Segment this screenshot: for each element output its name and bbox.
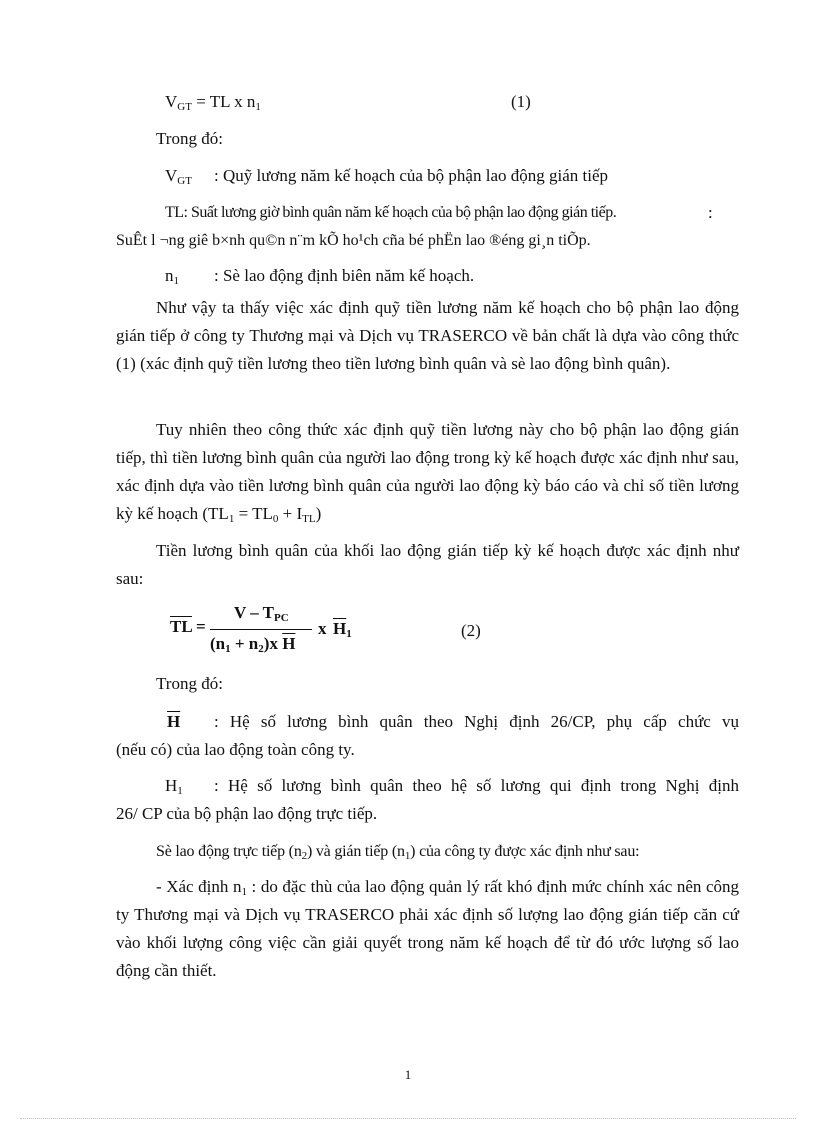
paragraph-1: Như vậy ta thấy việc xác định quỹ tiền lương năm kế hoạch cho bộ phận lao động gián tiếp ở công ty Thương mại và Dịch vụ TRASERCO về bản chất là dựa vào công thức (1) (xác định quỹ tiền lương theo tiền lương bình quân và sè lao động bình quân). — [116, 298, 739, 373]
def-h-symbol — [167, 712, 180, 732]
paragraph-4 — [116, 873, 739, 985]
para2-mid: = TL — [234, 504, 273, 523]
eq2-den-a: (n — [210, 634, 226, 653]
eq2-h1-sym: $\overline{H}$ — [333, 619, 347, 638]
eq2-den-plus: + n — [230, 634, 259, 653]
def-h1-symbol — [165, 776, 183, 796]
def-h1-sub: 1 — [177, 785, 183, 797]
def-h1-line2: 26/ CP của bộ phận lao động trực tiếp. — [116, 804, 378, 823]
eq2-numerator — [234, 603, 289, 623]
eq2-num: V – T — [234, 603, 275, 622]
para2-sub1: 1 — [228, 513, 235, 525]
page-number: 1 — [404, 1067, 412, 1082]
eq1-number: (1) — [511, 92, 531, 111]
so-ld-sub2: 1 — [404, 850, 411, 862]
def-h1-sym: H — [165, 776, 178, 795]
so-ld-c: ) của công ty được xác định như sau: — [410, 843, 640, 860]
so-lao-dong-line — [156, 842, 639, 862]
eq2-fraction-bar — [210, 629, 312, 630]
def-n1-sub: 1 — [173, 275, 179, 287]
def-tl-line1: TL: Suất lương giờ bình quân năm kế hoạch của bộ phận lao động gián tiếp. — [165, 204, 617, 221]
eq2-h1-sub: 1 — [346, 628, 352, 640]
paragraph-3: Tiền lương bình quân của khối lao động gián tiếp kỳ kế hoạch được xác định như sau: — [116, 541, 739, 588]
eq2-den-b-sub: 2 — [258, 643, 264, 655]
para4-sub: 1 — [241, 886, 247, 898]
def-vgt-text: : Quỹ lương năm kế hoạch của bộ phận lao động gián tiếp — [214, 166, 608, 185]
eq1-lhs: V — [165, 92, 178, 111]
eq2-den-h: $\overline{H}$ — [282, 634, 296, 653]
page-bottom-dotted-border — [20, 1118, 796, 1119]
eq1-lhs-sub: GT — [177, 101, 192, 113]
para2-plus: + I — [278, 504, 303, 523]
so-ld-a: Sè lao động trực tiếp (n — [156, 843, 302, 860]
eq2-h1 — [333, 619, 352, 639]
eq1-rhs: = TL x n — [191, 92, 256, 111]
trong-do-label-1: Trong đó: — [156, 129, 223, 148]
eq2-equals: = — [196, 617, 206, 636]
def-vgt-sym: V — [165, 166, 178, 185]
def-vgt-symbol — [165, 166, 192, 186]
def-tl-colon: : — [708, 203, 713, 222]
para2-sub2: 0 — [272, 513, 279, 525]
para2-end: ) — [315, 504, 322, 523]
def-n1-text: : Sè lao động định biên năm kế hoạch. — [214, 266, 475, 285]
paragraph-2 — [116, 416, 739, 528]
eq1-rhs-sub: 1 — [255, 101, 261, 113]
para4-rest: : do đặc thù của lao động quản lý rất khó định mức chính xác nên công ty Thương mại và Dịch vụ TRASERCO phải xác định số lượng lao động gián tiếp căn cứ vào khối lượng công việc cần giải quyết trong năm kế hoạch để từ đó ước lượng số lao động cần thiết. — [116, 877, 739, 980]
equation-1 — [165, 92, 261, 112]
def-h-line1: : Hệ số lương bình quân theo Nghị định 26/CP, phụ cấp chức vụ — [214, 712, 739, 731]
eq2-denominator — [210, 634, 295, 654]
trong-do-label-2: Trong đó: — [156, 674, 223, 693]
eq2-times: x — [318, 619, 327, 638]
so-ld-sub1: 2 — [301, 850, 307, 862]
eq2-lhs: TL — [170, 617, 193, 636]
def-h1-line1: : Hệ số lương bình quân theo hệ số lương qui định trong Nghị định — [214, 776, 739, 795]
def-n1-sym: n — [165, 266, 174, 285]
def-h-line2: (nếu có) của lao động toàn công ty. — [116, 740, 355, 759]
def-h-sym: $\overline{H}$ — [167, 712, 181, 731]
eq2-den-close: )x — [263, 634, 283, 653]
eq2-den-a-sub: 1 — [225, 643, 231, 655]
eq2-number: (2) — [461, 621, 481, 640]
eq2-num-sub: PC — [274, 612, 289, 624]
def-tl-line2: SuÊt l ¬ng giê b×nh qu©n n¨m kÕ ho¹ch cña bé phËn lao ®éng gi¸n tiÕp. — [116, 232, 591, 249]
para2-main: Tuy nhiên theo công thức xác định quỹ tiền lương này cho bộ phận lao động gián tiếp, thì tiền lương bình quân của người lao động trong kỳ kế hoạch được xác định như sau, xác định dựa vào tiền lương bình quân của người lao động kỳ báo cáo và chỉ số tiền lương kỳ kế hoạch (TL — [116, 420, 739, 523]
def-n1-symbol — [165, 266, 179, 286]
so-ld-b: ) và gián tiếp (n — [306, 843, 405, 860]
def-vgt-sub: GT — [177, 175, 192, 187]
para4-lead: - Xác định n — [156, 877, 242, 896]
para2-sub3: TL — [302, 513, 316, 525]
